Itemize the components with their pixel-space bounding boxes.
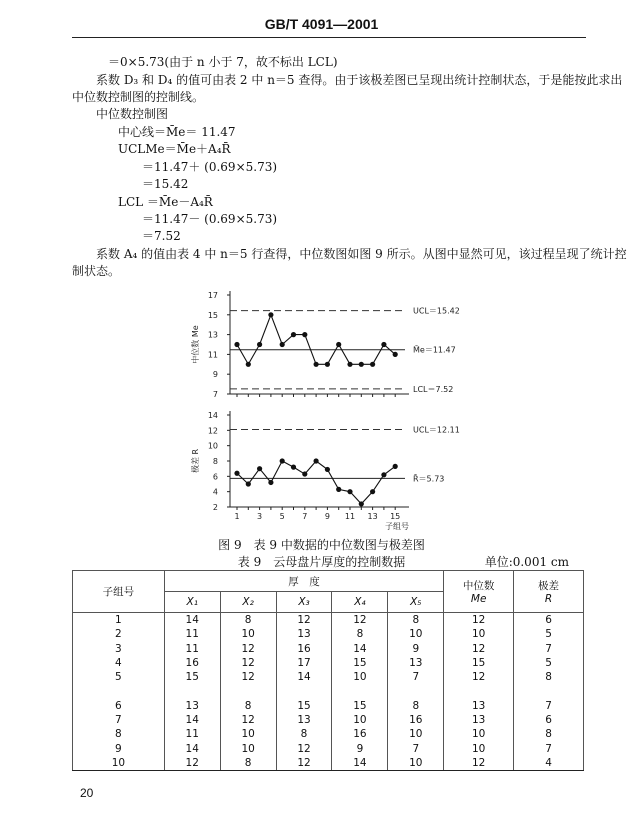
data-point bbox=[325, 362, 330, 367]
table-cell: 10 bbox=[388, 727, 444, 741]
table-cell: 8 bbox=[332, 627, 388, 641]
formula-line: UCLMe＝M̄e＋A₄R̄ bbox=[118, 142, 231, 156]
data-point bbox=[325, 467, 330, 472]
center-label: R̄＝5.73 bbox=[413, 474, 445, 484]
table-cell: 5 bbox=[514, 627, 584, 641]
table-cell: 16 bbox=[332, 727, 388, 741]
text-line: 中位数控制图的控制线。 bbox=[72, 90, 205, 104]
y-tick-label: 15 bbox=[207, 310, 218, 320]
table-cell: 10 bbox=[444, 741, 514, 755]
formula-line: LCL ＝M̄e－A₄R̄ bbox=[118, 195, 213, 209]
y-tick-label: 9 bbox=[212, 370, 218, 380]
table-row bbox=[73, 698, 584, 712]
table-cell: 16 bbox=[388, 713, 444, 727]
data-point bbox=[280, 458, 285, 463]
table-cell: 5 bbox=[73, 670, 165, 684]
table-cell: 10 bbox=[388, 627, 444, 641]
table-cell: 7 bbox=[514, 741, 584, 755]
table-cell: 12 bbox=[276, 613, 332, 628]
col-x2-header: X₂ bbox=[220, 592, 276, 613]
data-point bbox=[302, 332, 307, 337]
col-x4-header: X₄ bbox=[332, 592, 388, 613]
table-cell: 13 bbox=[276, 627, 332, 641]
data-point bbox=[302, 471, 307, 476]
table-cell: 8 bbox=[220, 613, 276, 628]
y-tick-label: 8 bbox=[212, 457, 218, 466]
x-tick-label: 11 bbox=[344, 512, 356, 521]
table-cell: 14 bbox=[332, 756, 388, 771]
col-x5-header: X₅ bbox=[388, 592, 444, 613]
table-cell: 3 bbox=[73, 642, 165, 656]
formula-line: ＝11.47＋ (0.69×5.73) bbox=[142, 160, 278, 174]
table-cell: 10 bbox=[332, 670, 388, 684]
table-row bbox=[73, 756, 584, 771]
y-tick-label: 13 bbox=[207, 330, 218, 340]
table-row bbox=[73, 670, 584, 684]
data-point bbox=[257, 342, 262, 347]
col-range-label: 极差 bbox=[538, 580, 560, 592]
table-cell: 14 bbox=[164, 741, 220, 755]
ucl-label: UCL＝15.42 bbox=[413, 306, 460, 316]
table-cell: 8 bbox=[388, 698, 444, 712]
data-table bbox=[72, 570, 584, 771]
table-cell: 12 bbox=[444, 642, 514, 656]
table-cell: 7 bbox=[514, 698, 584, 712]
data-point bbox=[246, 481, 251, 486]
lcl-label: LCL＝7.52 bbox=[413, 384, 454, 394]
table-cell: 8 bbox=[73, 727, 165, 741]
col-x1-header: X₁ bbox=[164, 592, 220, 613]
col-median-label: 中位数 bbox=[462, 580, 495, 592]
table-cell: 4 bbox=[514, 756, 584, 771]
table-body bbox=[73, 613, 584, 771]
table-cell: 7 bbox=[388, 741, 444, 755]
median-chart bbox=[190, 291, 460, 399]
table-cell: 14 bbox=[164, 613, 220, 628]
data-point bbox=[257, 466, 262, 471]
data-point bbox=[393, 464, 398, 469]
x-axis-label: 子组号 bbox=[385, 522, 409, 531]
spacer-cell bbox=[73, 684, 165, 698]
col-median-symbol: Me bbox=[470, 593, 487, 605]
table-cell: 10 bbox=[444, 627, 514, 641]
spacer-cell bbox=[514, 684, 584, 698]
table-cell: 10 bbox=[220, 627, 276, 641]
table-cell: 12 bbox=[444, 756, 514, 771]
table-cell: 15 bbox=[332, 656, 388, 670]
data-point bbox=[336, 487, 341, 492]
table-cell: 12 bbox=[444, 670, 514, 684]
data-point bbox=[246, 362, 251, 367]
center-label: M̄e＝11.47 bbox=[413, 345, 456, 355]
x-tick-label: 1 bbox=[234, 512, 240, 521]
table-cell: 10 bbox=[220, 741, 276, 755]
y-tick-label: 11 bbox=[207, 350, 218, 360]
table-cell: 8 bbox=[514, 727, 584, 741]
table-cell: 6 bbox=[73, 698, 165, 712]
series-line bbox=[237, 315, 395, 365]
y-tick-label: 17 bbox=[207, 291, 218, 300]
control-chart-figure bbox=[180, 282, 480, 534]
table-row bbox=[73, 642, 584, 656]
table-cell: 17 bbox=[276, 656, 332, 670]
x-tick-label: 7 bbox=[302, 512, 308, 521]
page-header: GB/T 4091—2001 bbox=[264, 16, 379, 32]
table-cell: 13 bbox=[276, 713, 332, 727]
y-tick-label: 14 bbox=[207, 411, 218, 420]
table-cell: 6 bbox=[514, 613, 584, 628]
text-line: 系数 A₄ 的值由表 4 中 n＝5 行查得，中位数图如图 9 所示。从图中显然可见，该过程呈现了统计控 bbox=[96, 247, 627, 261]
table-cell: 16 bbox=[276, 642, 332, 656]
table-cell: 7 bbox=[388, 670, 444, 684]
table-cell: 14 bbox=[276, 670, 332, 684]
table-cell: 7 bbox=[73, 713, 165, 727]
figure-caption: 图 9 表 9 中数据的中位数图与极差图 bbox=[218, 538, 425, 552]
table-cell: 8 bbox=[276, 727, 332, 741]
x-tick-label: 3 bbox=[257, 512, 263, 521]
range-chart bbox=[190, 411, 460, 531]
spacer-cell bbox=[220, 684, 276, 698]
table-cell: 6 bbox=[514, 713, 584, 727]
col-range-header bbox=[514, 571, 584, 613]
data-point bbox=[280, 342, 285, 347]
data-point bbox=[347, 489, 352, 494]
formula-line: ＝15.42 bbox=[142, 177, 189, 191]
table-row bbox=[73, 727, 584, 741]
table-cell: 5 bbox=[514, 656, 584, 670]
table-cell: 11 bbox=[164, 642, 220, 656]
header-rule bbox=[72, 37, 586, 38]
spacer-cell bbox=[388, 684, 444, 698]
table-cell: 8 bbox=[220, 698, 276, 712]
text-line: 系数 D₃ 和 D₄ 的值可由表 2 中 n＝5 查得。由于该极差图已呈现出统计控制状态，于是能按此求出 bbox=[96, 73, 623, 87]
y-tick-label: 6 bbox=[212, 472, 218, 482]
data-point bbox=[314, 362, 319, 367]
table-cell: 13 bbox=[444, 713, 514, 727]
data-point bbox=[291, 465, 296, 470]
data-point bbox=[393, 352, 398, 357]
formula-line: ＝11.47－ (0.69×5.73) bbox=[142, 212, 278, 226]
table-cell: 14 bbox=[164, 713, 220, 727]
table-cell: 15 bbox=[444, 656, 514, 670]
table-cell: 9 bbox=[388, 642, 444, 656]
table-cell: 10 bbox=[332, 713, 388, 727]
y-tick-label: 7 bbox=[212, 390, 218, 399]
x-tick-label: 15 bbox=[390, 512, 401, 521]
page-number: 20 bbox=[80, 786, 94, 800]
col-range-symbol: R bbox=[544, 593, 553, 605]
table-cell: 15 bbox=[332, 698, 388, 712]
data-point bbox=[359, 501, 364, 506]
table-cell: 12 bbox=[444, 613, 514, 628]
table-cell: 12 bbox=[220, 713, 276, 727]
table-row bbox=[73, 741, 584, 755]
table-cell: 10 bbox=[73, 756, 165, 771]
data-point bbox=[381, 342, 386, 347]
y-axis-label: 中位数 Me bbox=[191, 325, 200, 364]
formula-line: 中心线＝M̄e＝ 11.47 bbox=[118, 125, 236, 139]
table-cell: 7 bbox=[514, 642, 584, 656]
table-cell: 10 bbox=[220, 727, 276, 741]
table-cell: 8 bbox=[388, 613, 444, 628]
table-cell: 11 bbox=[164, 627, 220, 641]
spacer-cell bbox=[444, 684, 514, 698]
table-cell: 12 bbox=[332, 613, 388, 628]
table-cell: 13 bbox=[444, 698, 514, 712]
x-tick-label: 9 bbox=[324, 512, 330, 521]
y-tick-label: 2 bbox=[212, 503, 218, 512]
table-cell: 12 bbox=[276, 741, 332, 755]
spacer-cell bbox=[332, 684, 388, 698]
y-tick-label: 12 bbox=[207, 426, 218, 436]
x-tick-label: 5 bbox=[279, 512, 285, 521]
data-point bbox=[234, 471, 239, 476]
data-point bbox=[381, 472, 386, 477]
table-cell: 12 bbox=[276, 756, 332, 771]
table-caption: 表 9 云母盘片厚度的控制数据 bbox=[237, 555, 406, 569]
col-thickness-header: 厚 度 bbox=[164, 571, 443, 592]
data-point bbox=[336, 342, 341, 347]
table-cell: 10 bbox=[388, 756, 444, 771]
data-point bbox=[234, 342, 239, 347]
x-tick-label: 13 bbox=[367, 512, 378, 521]
table-unit: 单位:0.001 cm bbox=[484, 555, 569, 569]
table-cell: 9 bbox=[73, 741, 165, 755]
col-subgroup-header: 子组号 bbox=[73, 571, 165, 613]
data-point bbox=[291, 332, 296, 337]
table-cell: 15 bbox=[276, 698, 332, 712]
table-cell: 10 bbox=[444, 727, 514, 741]
table-cell: 8 bbox=[514, 670, 584, 684]
data-point bbox=[314, 458, 319, 463]
col-x3-header: X₃ bbox=[276, 592, 332, 613]
table-cell: 12 bbox=[220, 642, 276, 656]
formula-line: ＝7.52 bbox=[142, 229, 181, 243]
table-cell: 13 bbox=[164, 698, 220, 712]
table-cell: 2 bbox=[73, 627, 165, 641]
table-cell: 1 bbox=[73, 613, 165, 628]
y-tick-label: 10 bbox=[207, 441, 218, 451]
table-cell: 4 bbox=[73, 656, 165, 670]
table-cell: 16 bbox=[164, 656, 220, 670]
text-line: ＝0×5.73(由于 n 小于 7，故不标出 LCL) bbox=[108, 55, 338, 69]
table-cell: 9 bbox=[332, 741, 388, 755]
data-point bbox=[370, 489, 375, 494]
y-axis-label: 极差 R bbox=[191, 448, 200, 474]
table-row bbox=[73, 627, 584, 641]
ucl-label: UCL＝12.11 bbox=[413, 425, 460, 435]
table-row bbox=[73, 656, 584, 670]
table-spacer-row bbox=[73, 684, 584, 698]
table-cell: 12 bbox=[164, 756, 220, 771]
spacer-cell bbox=[276, 684, 332, 698]
spacer-cell bbox=[164, 684, 220, 698]
data-point bbox=[347, 362, 352, 367]
data-point bbox=[370, 362, 375, 367]
col-median-header bbox=[444, 571, 514, 613]
table-cell: 15 bbox=[164, 670, 220, 684]
table-cell: 8 bbox=[220, 756, 276, 771]
y-tick-label: 4 bbox=[212, 487, 218, 497]
data-point bbox=[268, 480, 273, 485]
table-cell: 12 bbox=[220, 670, 276, 684]
text-line: 制状态。 bbox=[72, 264, 121, 278]
data-point bbox=[268, 312, 273, 317]
table-cell: 11 bbox=[164, 727, 220, 741]
table-row bbox=[73, 613, 584, 628]
table-cell: 12 bbox=[220, 656, 276, 670]
text-line: 中位数控制图 bbox=[96, 107, 169, 121]
table-cell: 14 bbox=[332, 642, 388, 656]
table-row bbox=[73, 713, 584, 727]
table-cell: 13 bbox=[388, 656, 444, 670]
data-point bbox=[359, 362, 364, 367]
